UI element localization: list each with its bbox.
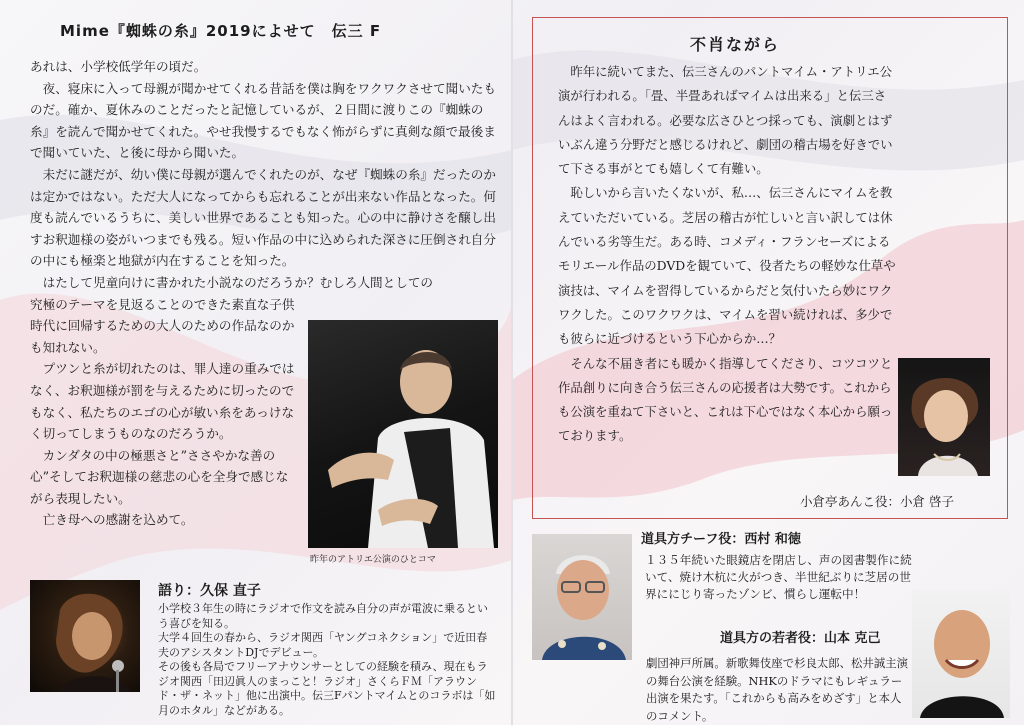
left-page-title: Mime『蜘蛛の糸』2019によせて 伝三 F [60, 22, 382, 40]
essay-paragraph: 究極のテーマを見返ることのできた素直な子供時代に回帰するための大人のための作品なのかも知れない。 [30, 296, 295, 355]
ogura-illustration [898, 358, 990, 476]
bio-line: 劇団神戸所属。新歌舞伎座で杉良太郎、松井誠主演の舞台公演を経験。NHKのドラマにもレギュラー出演を果たす。「これからも高みをめざす」と本人のコメント。 [646, 656, 908, 723]
narrator-photo [30, 580, 140, 692]
bio-line: 大学４回生の春から、ラジオ関西「ヤングコネクション」で近田春夫のアシスタントDJでデビュー。 [158, 631, 488, 659]
props-chief-role: 道具方チーフ役：西村 和徳 [641, 532, 801, 547]
essay-paragraph: プツンと糸が切れたのは、罪人達の重みではなく、お釈迦様が罰を与えるために切ったのでもなく、私たちのエゴの心が敏い糸をあっけなく切ってしまうものなのだろうか。 [30, 361, 295, 442]
narrator-bio [158, 602, 498, 718]
essay-paragraph: 未だに謎だが、幼い僕に母親が選んでくれたのが、なぜ『蜘蛛の糸』だったのかは定かではない。ただ大人になってからも忘れることが出来ない作品となった。何度も読んでいるうちに、美しい世界であることも知った。心の中に静けさを醸し出すお釈迦様の姿がいつまでも残る。短い作品の中に込められた深さに圧倒され自分の中にも極楽と地獄が内在することを知った。 [30, 166, 496, 269]
essay-paragraph: あれは、小学校低学年の頃だ。 [30, 59, 207, 74]
narrator-illustration [30, 580, 140, 692]
yamamoto-photo [912, 590, 1010, 718]
essay-narrow-column [30, 294, 300, 532]
photo-caption: 昨年のアトリエ公演のひとコマ [310, 555, 436, 565]
message-paragraph: 昨年に続いてまた、伝三さんのパントマイム・アトリエ公演が行われる。「畳、半畳あればマイムは出来る」と伝三さんはよく言われる。必要な広さひとつ採っても、演劇とはずいぶん違う分野だと感じるけれど、劇団の稽古場を好きでいて下さる事がとても嬉しくて有難い。 [558, 64, 893, 177]
narrator-role: 語り：久保 直子 [158, 583, 261, 599]
ogura-photo [898, 358, 990, 476]
signature: 小倉亭あんこ役：小倉 啓子 [800, 494, 954, 509]
nishimura-illustration [532, 534, 632, 660]
message-paragraph: 恥しいから言いたくないが、私…、伝三さんにマイムを教えていただいている。芝居の稽古が忙しいと言い訳しては休んでいる劣等生だ。ある時、コメディ・フランセーズによるモリエール作品のDVDを観ていて、役者たちの軽妙な仕草や演技は、マイムを習得しているからだと気付いたら妙にワクワクした。このワクワクは、マイムを習い続ければ、多少でも彼らに近づけるという下心からか…？ [558, 185, 896, 347]
nishimura-photo [532, 534, 632, 660]
message-paragraph: そんな不届き者にも暖かく指導してくださり、コツコツと作品創りに向き合う伝三さんの応援者は大勢です。これからも公演を重ねて下さいと、これは下心ではなく本心から願っております。 [558, 355, 893, 444]
right-message [558, 60, 898, 449]
yamamoto-illustration [912, 590, 1010, 718]
essay-paragraph: 夜、寝床に入って母親が聞かせてくれる昔話を僕は胸をワクワクさせて聞いたものだ。確か、夏休みのことだったと記憶しているが、２日間に渡りこの『蜘蛛の糸』を読んで聞かせてくれた。やせ我慢するでもなく怖がらずに真剣な顔で最後まで聞いていた、と後に母から聞いた。 [30, 80, 496, 161]
bio-line: その後も各局でフリーアナウンサーとしての経験を積み、現在もラジオ関西「田辺眞人のまっこと！ラジオ」さくらＦＭ「アラウンド・ザ・ネット」他に出演中。伝三Fパントマイムとのコラボは「如月のホタル」などがある。 [158, 660, 496, 717]
essay-paragraph: 亡き母への感謝を込めて。 [42, 512, 194, 528]
essay-paragraph: はたして児童向けに書かれた小説なのだろうか？むしろ人間としての [42, 274, 433, 290]
bio-line: １３５年続いた眼鏡店を閉店し、声の図書製作に続いて、焼け木杭に火がつき、半世紀ぶりに芝居の世界ににじり寄ったゾンビ、慣らし運転中！ [645, 553, 912, 601]
performer-illustration [308, 320, 498, 548]
page-fold [511, 0, 513, 725]
performer-photo [308, 320, 498, 548]
bio-line: 小学校３年生の時にラジオで作文を読み自分の声が電波に乗るという喜びを知る。 [158, 602, 488, 630]
props-young-bio [646, 655, 908, 725]
props-chief-bio [645, 552, 915, 603]
props-young-role: 道具方の若者役：山本 克己 [720, 631, 881, 646]
right-page-title: 不肖ながら [690, 35, 781, 54]
essay-paragraph: カンダタの中の極悪さと”ささやかな善の心”そしてお釈迦様の慈悲の心を全身で感じながら表現したい。 [30, 447, 289, 506]
